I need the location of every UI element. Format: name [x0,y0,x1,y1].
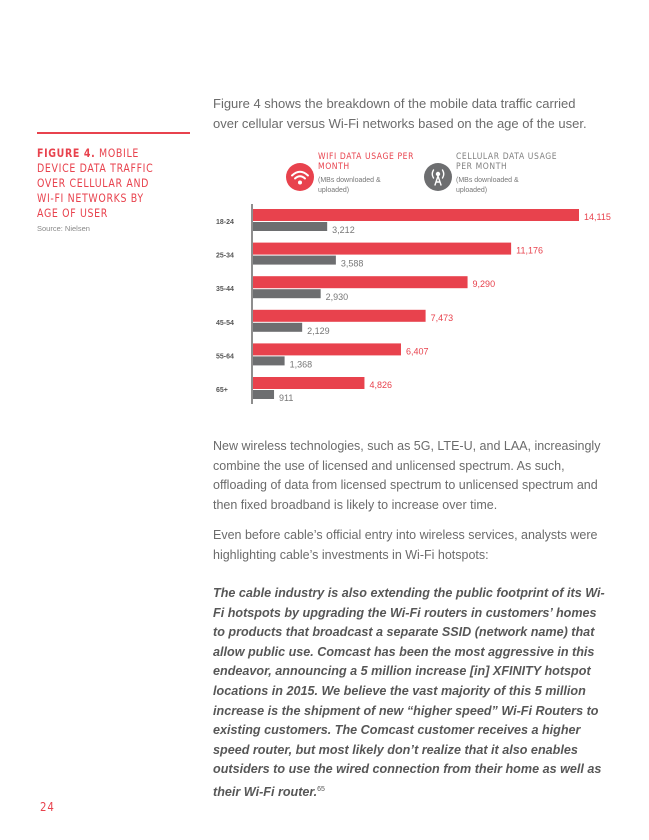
footnote-ref: 65 [317,785,325,793]
cellular-bar [253,390,274,399]
data-label: 3,588 [340,258,364,269]
legend-cellular-title: CELLULAR DATA USAGE PER MONTH [456,152,558,172]
data-label: 9,290 [472,279,496,290]
wifi-bar [253,377,364,389]
category-label: 45-54 [216,319,234,327]
category-label: 65+ [216,387,228,394]
wifi-bar [253,209,579,221]
category-label: 18-24 [216,219,234,226]
intro-paragraph: Figure 4 shows the breakdown of the mobile data traffic carried over cellular versus Wi-Fi networks based on the age of the user. [213,96,587,131]
figure-label: FIGURE 4. [37,146,96,160]
cellular-bar [253,356,285,365]
cell-tower-icon [424,163,452,191]
body-paragraph-2: Even before cable’s official entry into wireless services, analysts were highlighting cable’s investments in Wi-Fi hotspots: [213,528,598,562]
data-label: 911 [279,393,294,403]
wifi-bar [253,243,511,255]
data-label: 6,407 [405,346,429,357]
data-label: 4,826 [369,380,392,390]
data-label: 2,930 [325,292,349,303]
cellular-bar [253,289,321,298]
data-label: 7,473 [430,312,454,323]
figure-title: MOBILE DEVICE DATA TRAFFIC OVER CELLULAR AND WI-FI NETWORKS BY AGE OF USER [37,146,154,220]
page-number: 24 [40,800,55,814]
wifi-bar [253,276,468,288]
cellular-bar [253,323,302,332]
wifi-icon [286,163,314,191]
caption-divider [37,132,190,134]
legend-cellular-note: (MBs downloaded & uploaded) [456,177,519,194]
legend-wifi-note: (MBs downloaded & uploaded) [318,177,381,194]
data-label: 1,368 [289,359,313,370]
wifi-bar [253,310,426,322]
bar-chart [212,204,612,404]
data-label: 3,212 [332,225,355,235]
body-paragraph-1: New wireless technologies, such as 5G, LTE-U, and LAA, increasingly combine the use of licensed and unlicensed spectrum. As such, offloading of data from licensed spectrum to unlicensed spectrum and then fixed broadband is likely to increase over time. [213,439,601,512]
category-label: 25-34 [216,252,234,260]
category-label: 35-44 [216,286,234,294]
data-label: 14,115 [584,212,611,222]
quote-text: The cable industry is also extending the public footprint of its Wi-Fi hotspots by upgrading the Wi-Fi routers in customers’ homes to products that broadcast a separate SSID (network name) that allow public use. Comcast has been the most aggressive in this endeavor, announcing a 5 million increase [in] XFINITY hotspot locations in 2015. We believe the vast majority of this 5 million increase is the shipment of new “higher speed” Wi-Fi Routers to existing customers. The Comcast customer receives a higher speed router, but most likely don’t realize that it also enables outsiders to use the wired connection from their home as well as their Wi-Fi router. [213,586,605,800]
block-quote [213,584,611,803]
cellular-bar [253,256,336,265]
cellular-bar [253,222,327,231]
wifi-bar [253,343,401,355]
data-label: 11,176 [516,245,543,256]
data-label: 2,129 [307,325,330,336]
figure-source: Source: Nielsen [37,224,90,233]
legend-wifi-title: WIFI DATA USAGE PER MONTH [318,152,415,172]
category-label: 55-64 [216,353,234,361]
figure-caption [37,146,168,221]
